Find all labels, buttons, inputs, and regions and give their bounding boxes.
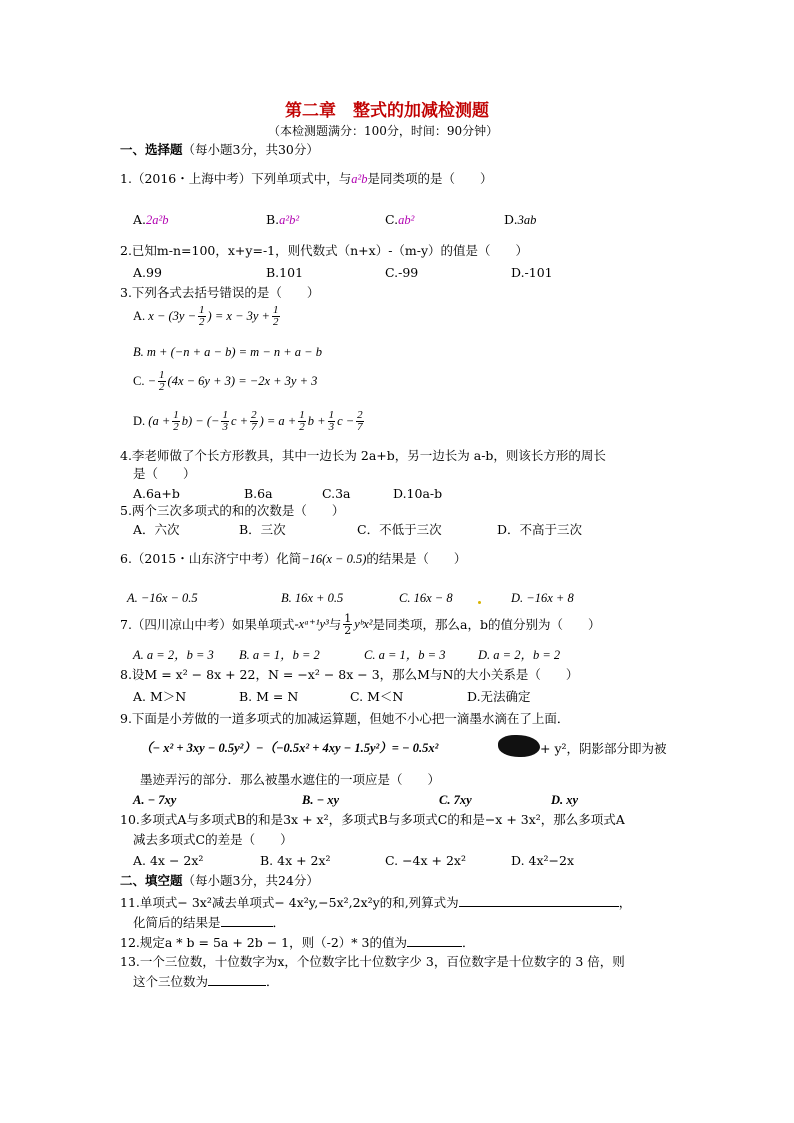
term-a2b: a²b [351,172,368,186]
answer-blank[interactable] [459,894,619,907]
question-11-line1: 11.单项式− 3x²减去单项式− 4x²y,−5x²,2x²y的和,列算式为 ， [120,895,632,910]
q4-option-d[interactable]: D.10a-b [393,486,443,501]
q5-option-d[interactable]: D．不高于三次 [497,522,583,537]
q6-option-b[interactable]: B. 16x + 0.5 [281,591,344,605]
page-subtitle: （本检测题满分：100分，时间：90分钟） [268,124,499,138]
q7-option-c[interactable]: C. a = 1，b = 3 [364,648,446,662]
question-number: 1. [120,171,132,186]
q7-option-d[interactable]: D. a = 2，b = 2 [478,648,561,662]
question-12: 12.规定a * b = 5a + 2b − 1，则（-2）* 3的值为 ． [120,935,475,950]
q8-option-d[interactable]: D.无法确定 [467,689,531,704]
question-3: 3.下列各式去括号错误的是（ ） [120,285,320,300]
section-label: 一、选择题 [120,142,183,157]
q3-option-d[interactable]: D. (a + $\frac{1}{2}$ b) − (− $\frac{1}{3}$ c + $\frac{2}{7}$ ) = a + $\frac{1}{2}$ b + $\frac{1}{3}$ c − $\frac{2}{7}$ [133,409,363,433]
q9-option-a[interactable]: A. − 7xy [133,793,177,807]
q6-option-d[interactable]: D. −16x + 8 [511,591,574,605]
question-10-line2: 减去多项式C的差是（ ） [133,832,293,847]
q1-option-d[interactable]: D.3ab [504,212,537,227]
answer-blank[interactable] [208,973,266,986]
answer-blank[interactable] [407,934,462,947]
q10-option-a[interactable]: A. 4x − 2x² [133,853,204,868]
expression: −16(x − 0.5) [301,552,367,566]
question-2: 2.已知m-n=100，x+y=-1，则代数式（n+x）-（m-y）的值是（ ） [120,243,529,258]
q4-option-b[interactable]: B.6a [244,486,273,501]
q7-option-b[interactable]: B. a = 1，b = 2 [239,648,320,662]
q5-option-c[interactable]: C．不低于三次 [357,522,442,537]
q3-option-c[interactable]: C. − $\frac{1}{2}$ (4x − 6y + 3) = −2x + 3y + 3 [133,369,318,393]
question-1 [120,171,493,187]
q1-option-b[interactable]: B.a²b² [266,212,300,227]
question-stem: （2016・上海中考）下列单项式中，与 [131,171,352,186]
q7-option-a[interactable]: A. a = 2，b = 3 [133,648,214,662]
section-note: （每小题3分，共30分） [182,142,319,157]
question-6: 6.（2015・山东济宁中考）化简−16(x − 0.5)的结果是（ ） [120,551,467,566]
question-8: 8.设M = x² − 8x + 22，N = −x² − 8x − 3，那么M与N的大小关系是（ ） [120,667,579,682]
q4-option-c[interactable]: C.3a [322,486,351,501]
question-7: 7.（四川凉山中考）如果单项式 -xᵃ⁺¹y³ 与 $\frac{1}{2}$ yᵇx² 是同类项，那么a，b的值分别为（ ） [120,612,601,637]
q6-option-c[interactable]: C. 16x − 8 [399,591,453,605]
question-5: 5.两个三次多项式的和的次数是（ ） [120,503,345,518]
question-4-line2: 是（ ） [133,466,196,481]
section-heading-choice [120,142,319,157]
section-note: （每小题3分，共24分） [182,873,319,888]
q8-option-c[interactable]: C. M＜N [350,689,404,704]
page-title: 第二章 整式的加减检测题 [285,101,489,121]
section-label: 二、填空题 [120,873,183,888]
q10-option-d[interactable]: D. 4x²−2x [511,853,575,868]
question-4-line1: 4.李老师做了个长方形教具，其中一边长为 2a+b，另一边长为 a-b，则该长方形的周长 [120,448,606,463]
question-stem-end: 是同类项的是（ ） [367,171,493,186]
q8-option-a[interactable]: A. M＞N [133,689,187,704]
question-10-line1: 10.多项式A与多项式B的和是3x + x²，多项式B与多项式C的和是−x + 3x²，那么多项式A [120,812,625,827]
answer-blank[interactable] [221,914,273,927]
stray-mark [478,601,481,604]
q9-option-d[interactable]: D. xy [551,793,579,807]
ink-blot [498,735,540,757]
q9-option-c[interactable]: C. 7xy [439,793,472,807]
q2-option-c[interactable]: C.-99 [385,265,419,280]
q5-option-b[interactable]: B．三次 [239,522,286,537]
q5-option-a[interactable]: A．六次 [133,522,180,537]
q9-option-b[interactable]: B. − xy [302,793,340,807]
question-9: 9.下面是小芳做的一道多项式的加减运算题，但她不小心把一滴墨水滴在了上面． [120,711,570,726]
question-9-line3: 墨迹弄污的部分．那么被墨水遮住的一项应是（ ） [140,772,441,787]
section-heading-fill [120,873,319,888]
q3-option-a[interactable]: A. x − (3y − $\frac{1}{2}$ ) = x − 3y + $\frac{1}{2}$ [133,304,279,328]
question-13-line1: 13.一个三位数，十位数字为x，个位数字比十位数字少 3，百位数字是十位数字的 3 倍，则 [120,954,625,969]
q9-expression-end: + y²，阴影部分即为被 [540,741,667,756]
q3-option-b[interactable]: B. m + (−n + a − b) = m − n + a − b [133,345,322,359]
q1-option-c[interactable]: C.ab² [385,212,415,227]
q2-option-a[interactable]: A.99 [133,265,162,280]
question-11-line2: 化简后的结果是 ． [133,915,286,930]
question-13-line2: 这个三位数为 ． [133,974,279,989]
q2-option-b[interactable]: B.101 [266,265,304,280]
q10-option-b[interactable]: B. 4x + 2x² [260,853,331,868]
q2-option-d[interactable]: D.-101 [511,265,553,280]
q1-option-a[interactable]: A.2a²b [133,212,169,227]
q4-option-a[interactable]: A.6a+b [133,486,180,501]
q10-option-c[interactable]: C. −4x + 2x² [385,853,466,868]
q8-option-b[interactable]: B. M = N [239,689,299,704]
q9-expression: （− x² + 3xy − 0.5y²）−（−0.5x² + 4xy − 1.5y²）= − 0.5x² [140,741,439,755]
q6-option-a[interactable]: A. −16x − 0.5 [127,591,198,605]
